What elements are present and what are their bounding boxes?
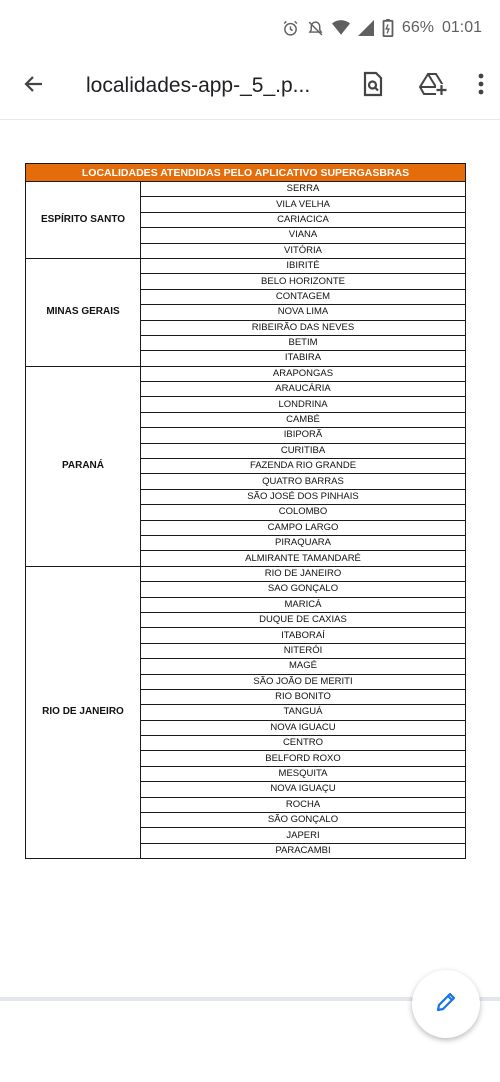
city-name-cell: IBIPORÃ xyxy=(141,428,466,443)
city-name-cell: SÃO JOSÉ DOS PINHAIS xyxy=(141,489,466,504)
table-row xyxy=(26,182,466,197)
city-name-cell: SÃO JOÃO DE MERITI xyxy=(141,674,466,689)
city-name-cell: PIRAQUARA xyxy=(141,535,466,550)
city-name-cell: CAMPO LARGO xyxy=(141,520,466,535)
city-name-cell: IBIRITÉ xyxy=(141,258,466,273)
pdf-page[interactable] xyxy=(0,120,500,997)
document-title: localidades-app-_5_.p... xyxy=(86,74,311,97)
city-name-cell: QUATRO BARRAS xyxy=(141,474,466,489)
battery-icon xyxy=(382,19,394,37)
city-name-cell: ITABIRA xyxy=(141,351,466,366)
state-name-cell: MINAS GERAIS xyxy=(26,258,141,366)
city-name-cell: ALMIRANTE TAMANDARÉ xyxy=(141,551,466,566)
state-name-cell: PARANÁ xyxy=(26,366,141,566)
city-name-cell: NITERÓI xyxy=(141,643,466,658)
more-options-button[interactable] xyxy=(467,64,495,108)
city-name-cell: RIBEIRÃO DAS NEVES xyxy=(141,320,466,335)
find-in-page-button[interactable] xyxy=(351,64,395,108)
back-arrow-icon xyxy=(22,72,46,101)
city-name-cell: CONTAGEM xyxy=(141,289,466,304)
city-name-cell: MAGÉ xyxy=(141,659,466,674)
city-name-cell: CURITIBA xyxy=(141,443,466,458)
city-name-cell: PARACAMBI xyxy=(141,843,466,858)
table-row xyxy=(26,366,466,381)
table-body xyxy=(26,182,466,859)
clock: 01:01 xyxy=(441,19,482,36)
city-name-cell: SAO GONÇALO xyxy=(141,582,466,597)
table-row xyxy=(26,258,466,273)
localities-table xyxy=(25,163,466,859)
city-name-cell: BELFORD ROXO xyxy=(141,751,466,766)
city-name-cell: JAPERI xyxy=(141,828,466,843)
state-name-cell: ESPÍRITO SANTO xyxy=(26,182,141,259)
city-name-cell: ARAPONGAS xyxy=(141,366,466,381)
city-name-cell: BELO HORIZONTE xyxy=(141,274,466,289)
signal-icon xyxy=(358,20,374,36)
add-to-drive-icon xyxy=(419,72,447,101)
city-name-cell: SERRA xyxy=(141,182,466,197)
city-name-cell: CENTRO xyxy=(141,736,466,751)
silent-icon xyxy=(307,20,324,37)
find-in-page-icon xyxy=(361,71,385,102)
city-name-cell: TANGUÁ xyxy=(141,705,466,720)
city-name-cell: VILA VELHA xyxy=(141,197,466,212)
status-bar xyxy=(0,0,500,56)
city-name-cell: SÃO GONÇALO xyxy=(141,813,466,828)
city-name-cell: BETIM xyxy=(141,335,466,350)
add-to-drive-button[interactable] xyxy=(411,64,455,108)
state-name-cell: RIO DE JANEIRO xyxy=(26,566,141,858)
city-name-cell: LONDRINA xyxy=(141,397,466,412)
edit-pencil-icon xyxy=(434,990,458,1019)
city-name-cell: MARICÁ xyxy=(141,597,466,612)
city-name-cell: RIO BONITO xyxy=(141,689,466,704)
city-name-cell: ITABORAÍ xyxy=(141,628,466,643)
city-name-cell: CARIACICA xyxy=(141,212,466,227)
city-name-cell: MESQUITA xyxy=(141,766,466,781)
city-name-cell: RIO DE JANEIRO xyxy=(141,566,466,581)
edit-button[interactable] xyxy=(412,970,480,1038)
city-name-cell: NOVA LIMA xyxy=(141,305,466,320)
alarm-icon xyxy=(282,20,299,37)
city-name-cell: NOVA IGUACU xyxy=(141,720,466,735)
table-title: LOCALIDADES ATENDIDAS PELO APLICATIVO SUPERGASBRAS xyxy=(26,164,466,182)
battery-percent: 66% xyxy=(401,19,434,36)
city-name-cell: FAZENDA RIO GRANDE xyxy=(141,459,466,474)
city-name-cell: DUQUE DE CAXIAS xyxy=(141,612,466,627)
city-name-cell: ROCHA xyxy=(141,797,466,812)
city-name-cell: NOVA IGUAÇU xyxy=(141,782,466,797)
table-row xyxy=(26,566,466,581)
wifi-icon xyxy=(332,20,350,36)
city-name-cell: VITÓRIA xyxy=(141,243,466,258)
city-name-cell: COLOMBO xyxy=(141,505,466,520)
app-bar xyxy=(0,56,500,116)
city-name-cell: VIANA xyxy=(141,228,466,243)
city-name-cell: ARAUCÁRIA xyxy=(141,382,466,397)
back-button[interactable] xyxy=(6,58,62,114)
city-name-cell: CAMBÉ xyxy=(141,412,466,427)
more-vert-icon xyxy=(478,73,484,100)
